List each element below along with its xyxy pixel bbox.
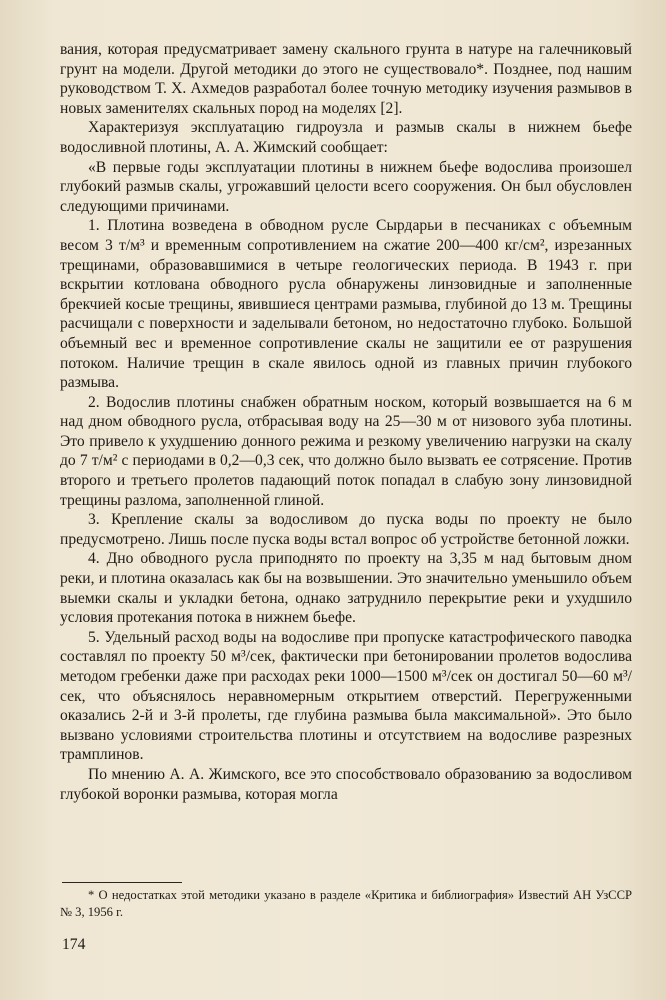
paragraph-reason-4: 4. Дно обводного русла приподнято по проекту на 3,35 м над бытовым дном реки, и плотина оказалась как бы на возвышении. Это значительно уменьшило объем выемки скалы и укладки бетона, однако затруднило перекрытие реки и ухудшило условия протекания потока в нижнем бьефе. bbox=[60, 550, 632, 627]
paragraph-conclusion: По мнению А. А. Жимского, все это способствовало образованию за водосливом глубокой воронки размыва, которая могла bbox=[60, 765, 632, 803]
main-text bbox=[60, 40, 632, 804]
paragraph-reason-3: 3. Крепление скалы за водосливом до пуска воды по проекту не было предусмотрено. Лишь после пуска воды встал вопрос об устройстве бетонной ложки. bbox=[60, 511, 632, 548]
paragraph-quote-start: «В первые годы эксплуатации плотины в нижнем бьефе водослива произошел глубокий размыв скалы, угрожавший целости всего сооружения. Он был обусловлен следующими причинами. bbox=[60, 158, 632, 215]
page-number: 174 bbox=[62, 936, 86, 953]
paragraph-reason-2: 2. Водослив плотины снабжен обратным носком, который возвышается на 6 м над дном обводного русла, отбрасывая воду на 25—30 м от низового зуба плотины. Это привело к ухудшению донного режима и резкому увеличению нагрузки на скалу до 7 т/м² с периодами в 0,2—0,3 сек, что должно было вызвать ее сотрясение. Против второго и третьего пролетов падающий поток попадал в слабую зону линзовидной трещины разлома, заполненной глиной. bbox=[60, 393, 632, 509]
paragraph-reason-1: 1. Плотина возведена в обводном русле Сырдарьи в песчаниках с объемным весом 3 т/м³ и временным сопротивлением на сжатие 200—400 кг/см², изрезанных трещинами, образовавшимися в четыре геологических периода. В 1943 г. при вскрытии котлована обводного русла обнаружены линзовидные и заполненные брекчией косые трещины, явившиеся центрами размыва, глубиной до 13 м. Трещины расчищали с поверхности и заделывали бетоном, но недостаточно глубоко. Большой объемный вес и временное сопротивление скалы не защитили ее от разрушения потоком. Наличие трещин в скале явилось одной из главных причин глубокого размыва. bbox=[60, 217, 632, 392]
footnote-divider bbox=[62, 882, 182, 883]
paragraph-reason-5: 5. Удельный расход воды на водосливе при пропуске катастрофического паводка составлял по проекту 50 м³/сек, фактически при бетонировании пролетов водослива методом гребенки даже при расходах реки 1000—1500 м³/сек он достигал 50—60 м³/сек, что объяснялось неравномерным открытием отверстий. Перегруженными оказались 2-й и 3-й пролеты, где глубина размыва была максимальной». Это было вызвано условиями строительства плотины и отсутствием на водосливе разрезных трамплинов. bbox=[60, 628, 632, 764]
paragraph-continuation: вания, которая предусматривает замену скального грунта в натуре на галечниковый грунт на модели. Другой методики до этого не существовало*. Позднее, под нашим руководством Т. Х. Ахмедов разработал более точную методику изучения размывов в новых заменителях скальных пород на моделях [2]. bbox=[60, 41, 632, 117]
paragraph-intro: Характеризуя эксплуатацию гидроузла и размыв скалы в нижнем бьефе водосливной плотины, А. А. Жимский сообщает: bbox=[60, 119, 632, 156]
footnote: * О недостатках этой методики указано в разделе «Критика и библиография» Известий АН УзССР № 3, 1956 г. bbox=[60, 888, 632, 919]
